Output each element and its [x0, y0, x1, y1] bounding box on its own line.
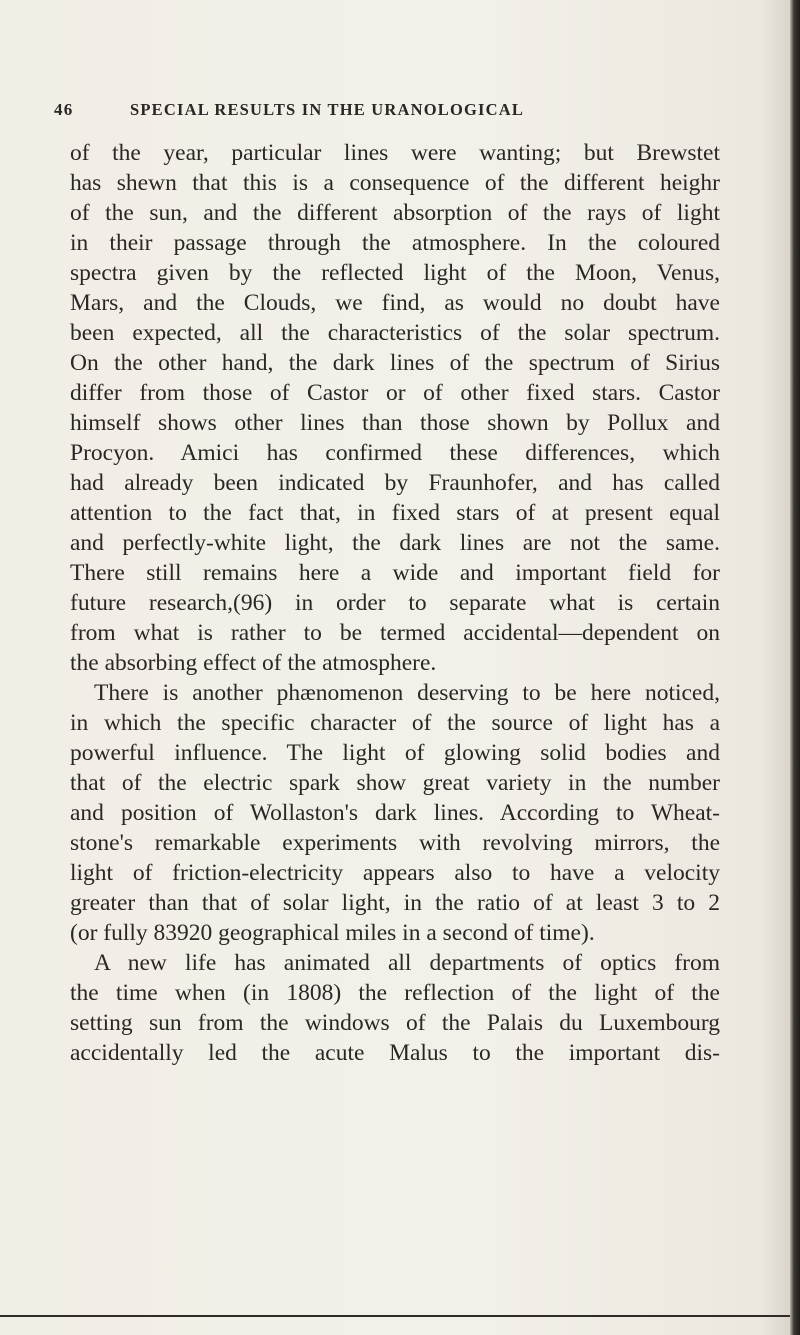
bottom-edge-rule	[0, 1315, 790, 1317]
text-line: been expected, all the characteristics of the solar spectrum.	[70, 320, 720, 346]
text-line: Mars, and the Clouds, we find, as would no doubt have	[70, 290, 720, 316]
text-line: greater than that of solar light, in the ratio of at least 3 to 2	[70, 890, 720, 916]
page-binding-edge	[790, 0, 800, 1335]
text-line: that of the electric spark show great variety in the number	[70, 770, 720, 796]
text-line: There still remains here a wide and important field for	[70, 560, 720, 586]
text-line: the time when (in 1808) the reflection of the light of the	[70, 980, 720, 1006]
text-line: accidentally led the acute Malus to the important dis-	[70, 1040, 720, 1066]
text-line: in their passage through the atmosphere. In the coloured	[70, 230, 720, 256]
text-line: On the other hand, the dark lines of the spectrum of Sirius	[70, 350, 720, 376]
running-head	[54, 100, 750, 124]
text-line: of the year, particular lines were wanting; but Brewstet	[70, 140, 720, 166]
text-line: spectra given by the reflected light of the Moon, Venus,	[70, 260, 720, 286]
text-line: setting sun from the windows of the Palais du Luxembourg	[70, 1010, 720, 1036]
text-line: had already been indicated by Fraunhofer, and has called	[70, 470, 720, 496]
text-line: from what is rather to be termed accidental—dependent on	[70, 620, 720, 646]
page-number: 46	[54, 100, 74, 119]
text-line: Procyon. Amici has confirmed these differences, which	[70, 440, 720, 466]
text-line: in which the specific character of the source of light has a	[70, 710, 720, 736]
text-line: (or fully 83920 geographical miles in a second of time).	[70, 920, 595, 946]
text-line: and position of Wollaston's dark lines. According to Wheat-	[70, 800, 720, 826]
text-line: A new life has animated all departments of optics from	[94, 950, 720, 976]
text-line: stone's remarkable experiments with revolving mirrors, the	[70, 830, 720, 856]
text-line: future research,(96) in order to separate what is certain	[70, 590, 720, 616]
text-line: There is another phænomenon deserving to be here noticed,	[94, 680, 720, 706]
text-line: himself shows other lines than those shown by Pollux and	[70, 410, 720, 436]
text-line: powerful influence. The light of glowing solid bodies and	[70, 740, 720, 766]
text-line: differ from those of Castor or of other fixed stars. Castor	[70, 380, 720, 406]
text-line: has shewn that this is a consequence of the different heighr	[70, 170, 720, 196]
text-line: the absorbing effect of the atmosphere.	[70, 650, 437, 676]
text-line: attention to the fact that, in fixed stars of at present equal	[70, 500, 720, 526]
running-head-title: SPECIAL RESULTS IN THE URANOLOGICAL	[130, 100, 525, 119]
text-line: and perfectly-white light, the dark lines are not the same.	[70, 530, 720, 556]
text-line: light of friction-electricity appears also to have a velocity	[70, 860, 720, 886]
text-line: of the sun, and the different absorption of the rays of light	[70, 200, 720, 226]
